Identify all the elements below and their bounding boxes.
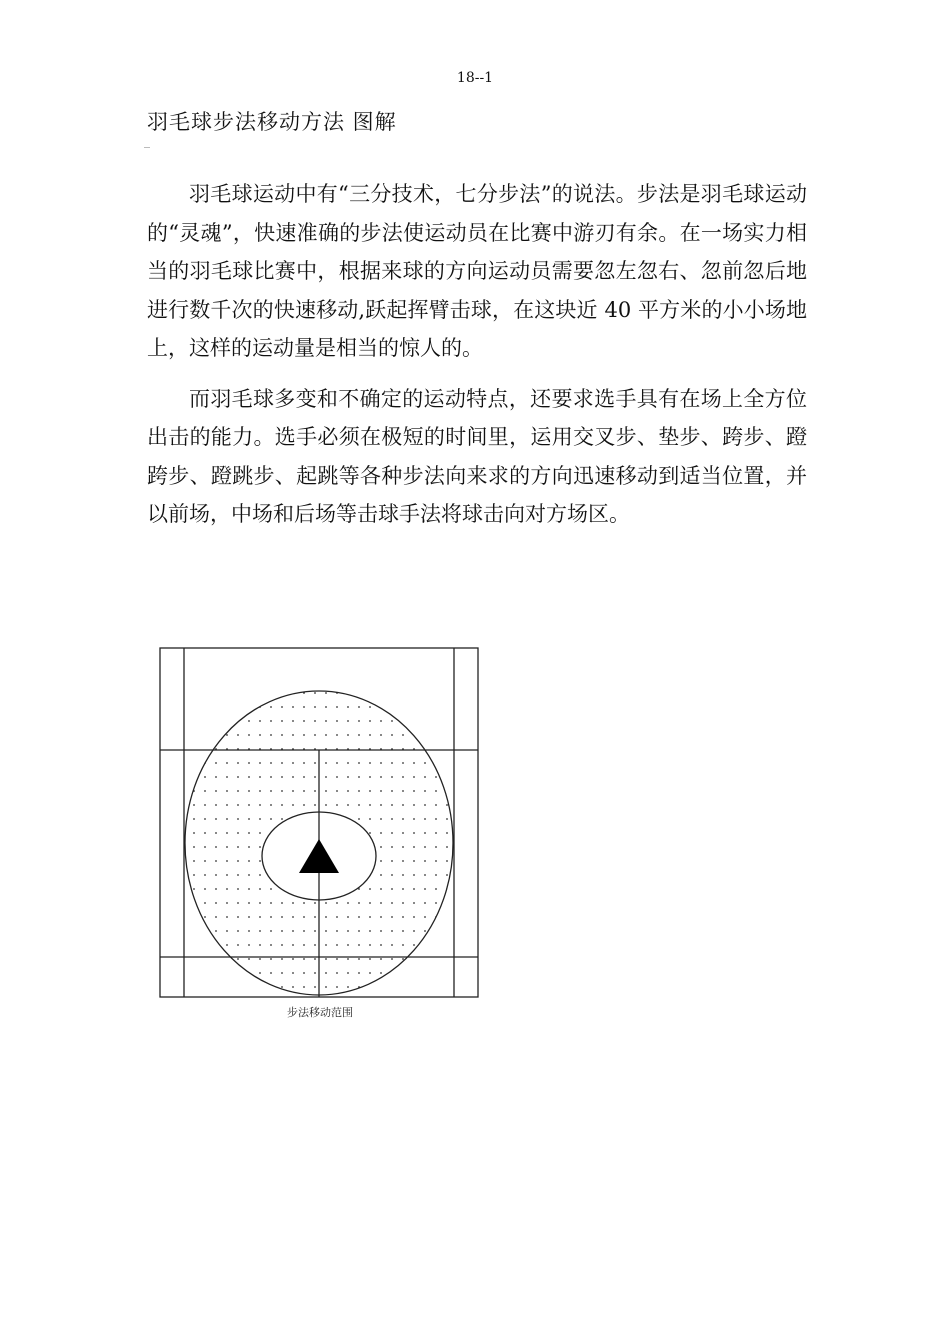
- scan-mark: [144, 147, 150, 148]
- figure-caption: 步法移动范围: [287, 1006, 353, 1019]
- footwork-range-diagram: [158, 646, 480, 1002]
- document-title: 羽毛球步法移动方法 图解: [147, 110, 397, 134]
- paragraph-1: 羽毛球运动中有“三分技术，七分步法”的说法。步法是羽毛球运动的“灵魂”，快速准确的步法使运动员在比赛中游刃有余。在一场实力相当的羽毛球比赛中，根据来球的方向运动员需要忽左忽右、忽前忽后地进行数千次的快速移动,跃起挥臂击球，在这块近 40 平方米的小小场地上，这样的运动量是相当的惊人的。: [147, 182, 807, 360]
- page-number: 18--1: [456, 70, 494, 86]
- body-text: [147, 175, 807, 534]
- paragraph-2: 而羽毛球多变和不确定的运动特点，还要求选手具有在场上全方位出击的能力。选手必须在极短的时间里，运用交叉步、垫步、跨步、蹬跨步、蹬跳步、起跳等各种步法向来求的方向迅速移动到适当位置，并以前场，中场和后场等击球手法将球击向对方场区。: [147, 386, 807, 526]
